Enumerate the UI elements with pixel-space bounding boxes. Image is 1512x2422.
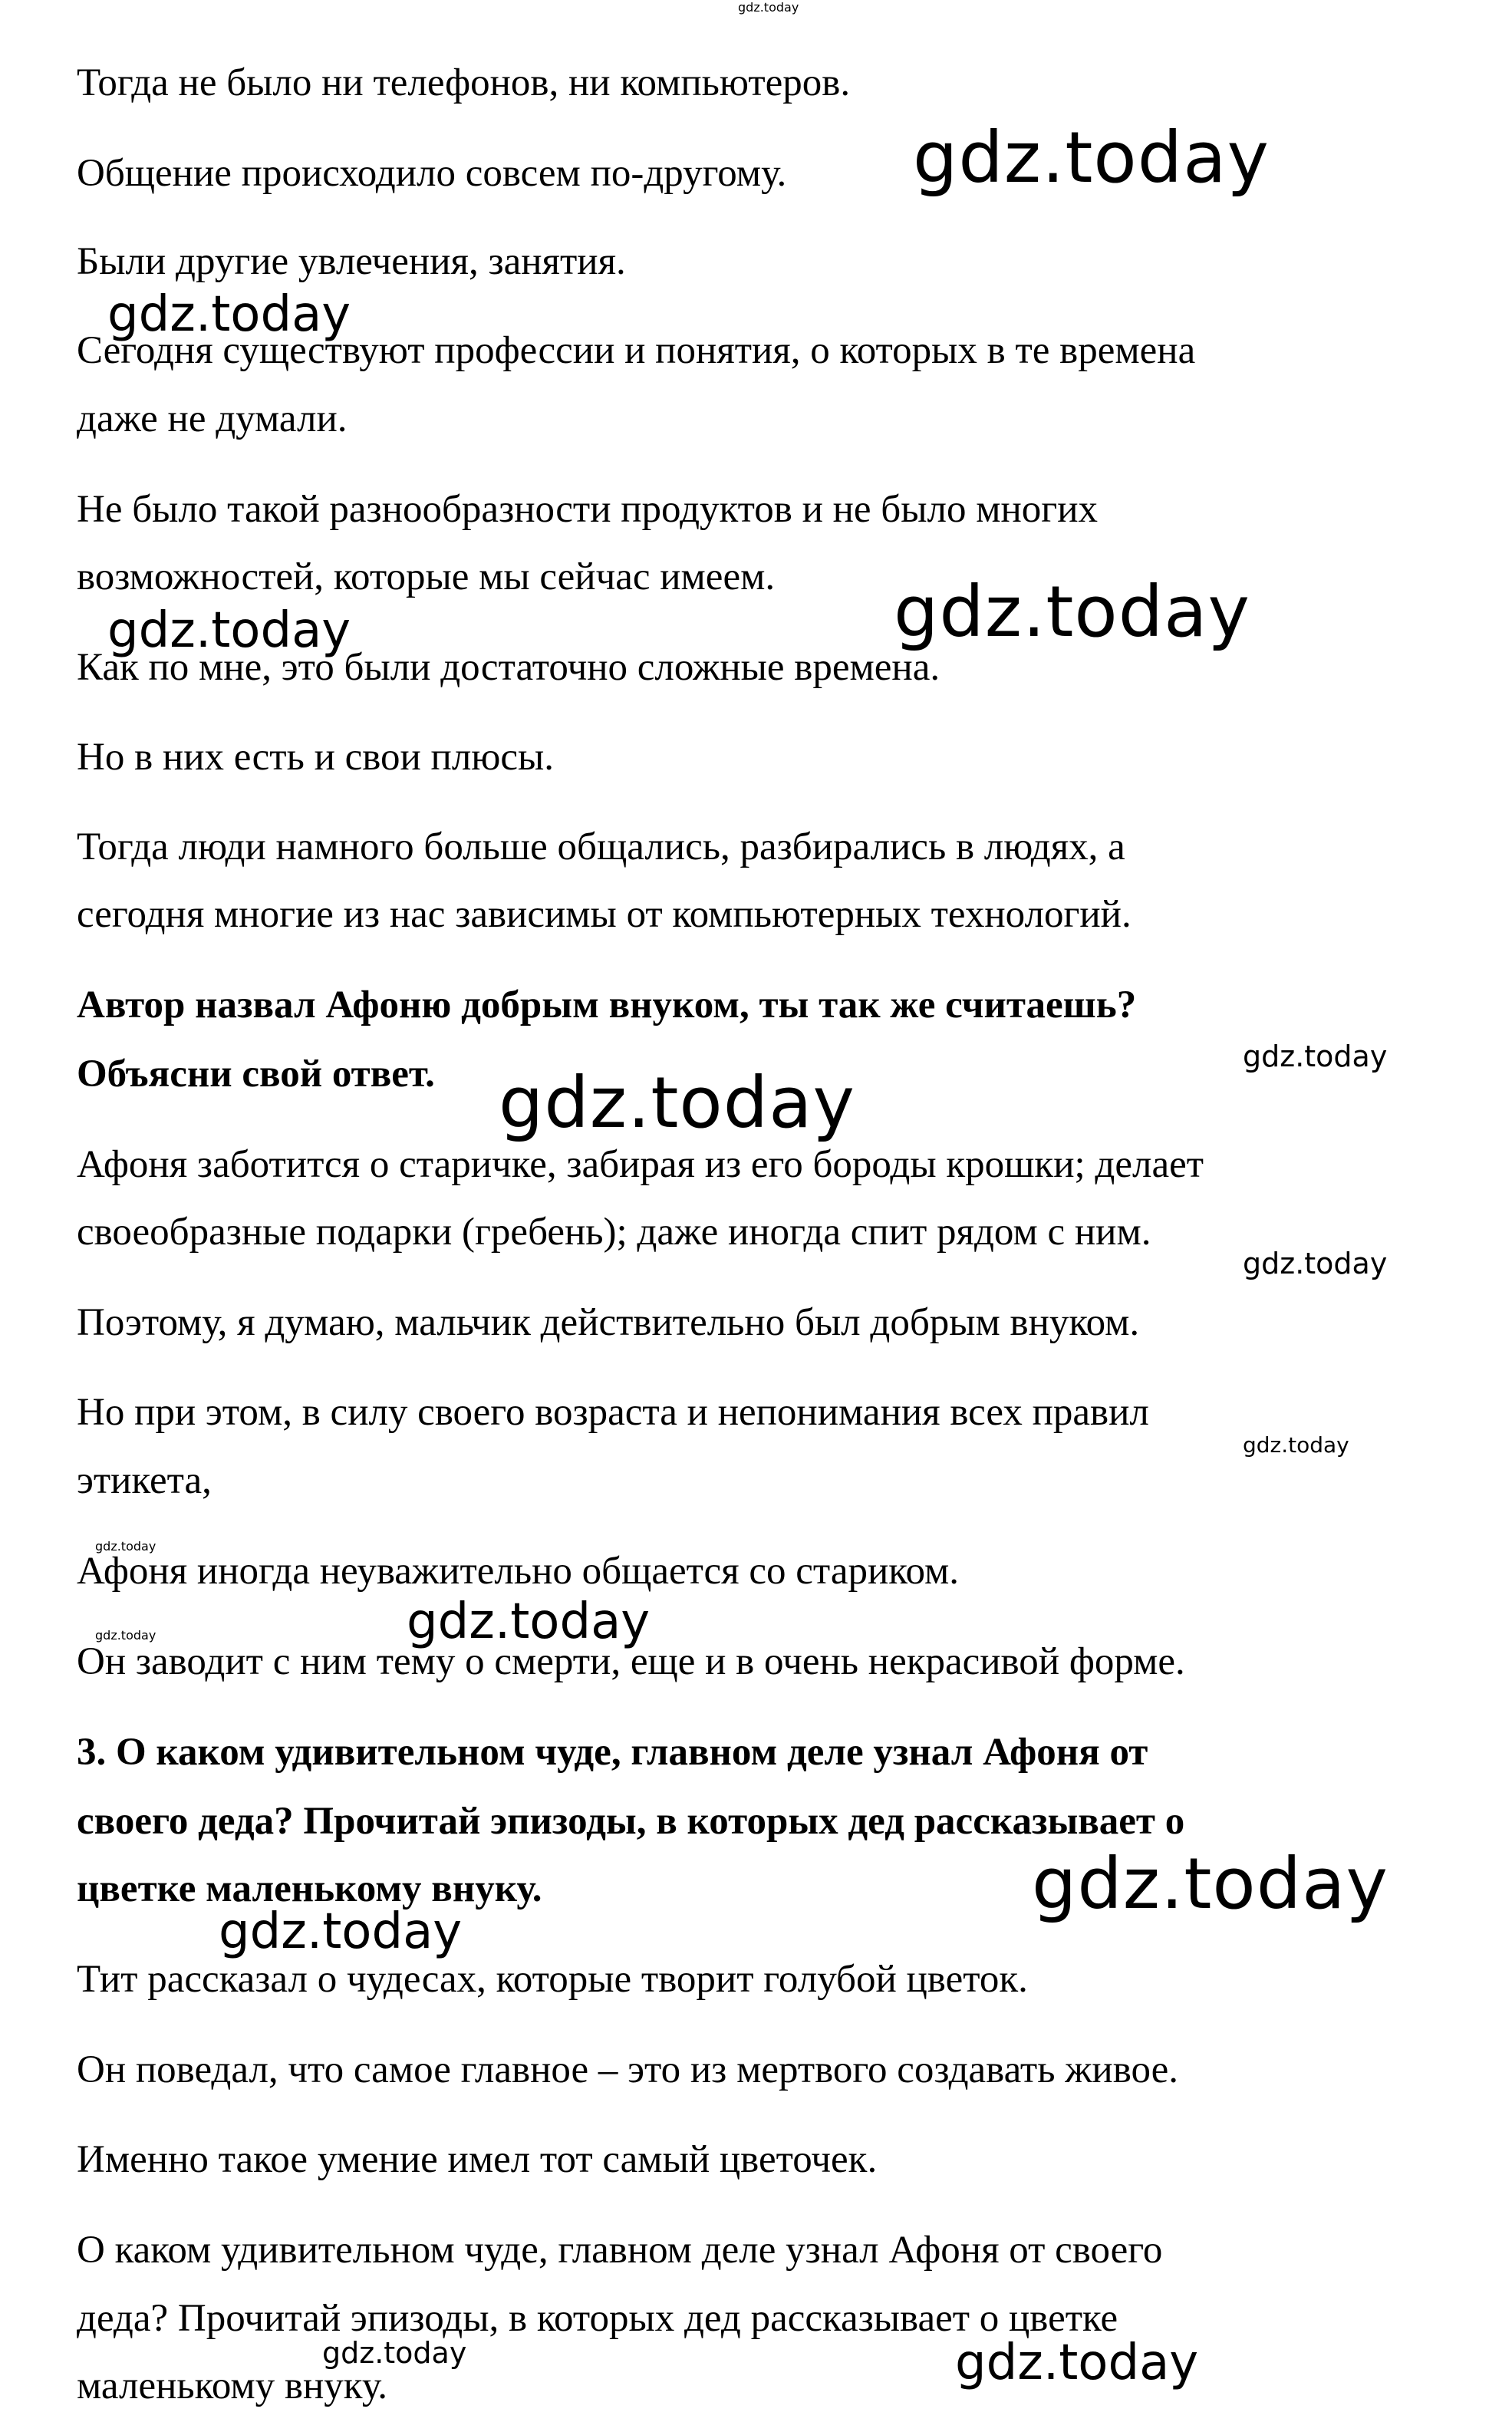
watermark: gdz.today (1243, 1247, 1388, 1280)
question-line: цветке маленькому внуку. (77, 1867, 542, 1910)
question-line: Автор назвал Афоню добрым внуком, ты так же считаешь? (77, 984, 1137, 1026)
watermark: gdz.today (107, 602, 351, 659)
text-line: Как по мне, это были достаточно сложные времена. (77, 646, 940, 689)
text-line: этикета, (77, 1459, 212, 1502)
text-line: Поэтому, я думаю, мальчик действительно был добрым внуком. (77, 1301, 1140, 1344)
watermark: gdz.today (219, 1903, 463, 1960)
text-line: Общение происходило совсем по-другому. (77, 152, 787, 195)
watermark: gdz.today (913, 117, 1270, 199)
text-line: своеобразные подарки (гребень); даже иногда спит рядом с ним. (77, 1211, 1151, 1254)
text-line: Тит рассказал о чудесах, которые творит голубой цветок. (77, 1958, 1028, 2001)
text-line: Но при этом, в силу своего возраста и непонимания всех правил (77, 1391, 1149, 1434)
watermark: gdz.today (95, 1539, 156, 1554)
text-line: маленькому внуку. (77, 2364, 387, 2407)
watermark: gdz.today (95, 1628, 156, 1643)
text-line: Он заводит с ним тему о смерти, еще и в очень некрасивой форме. (77, 1640, 1185, 1683)
watermark: gdz.today (499, 1062, 855, 1144)
text-line: Именно такое умение имел тот самый цветочек. (77, 2138, 878, 2181)
text-line: Он поведал, что самое главное – это из мертвого создавать живое. (77, 2048, 1178, 2091)
watermark: gdz.today (1243, 1040, 1388, 1073)
text-line: деда? Прочитай эпизоды, в которых дед рассказывает о цветке (77, 2297, 1118, 2340)
question-line: 3. О каком удивительном чуде, главном деле узнал Афоня от (77, 1731, 1148, 1774)
text-line: сегодня многие из нас зависимы от компьютерных технологий. (77, 893, 1132, 936)
watermark: gdz.today (322, 2336, 467, 2370)
text-line: Сегодня существуют профессии и понятия, о которых в те времена (77, 329, 1196, 372)
question-line: Объясни свой ответ. (77, 1053, 435, 1096)
text-line: Тогда люди намного больше общались, разбирались в людях, а (77, 825, 1125, 868)
watermark: gdz.today (894, 571, 1250, 653)
watermark: gdz.today (955, 2335, 1199, 2391)
text-line: Афоня заботится о старичке, забирая из его бороды крошки; делает (77, 1143, 1204, 1186)
watermark: gdz.today (1243, 1432, 1349, 1458)
text-line: даже не думали. (77, 397, 348, 440)
text-line: Но в них есть и свои плюсы. (77, 736, 555, 779)
watermark: gdz.today (1032, 1843, 1388, 1925)
text-line: Были другие увлечения, занятия. (77, 240, 626, 283)
watermark: gdz.today (407, 1593, 651, 1650)
text-line: Афоня иногда неуважительно общается со стариком. (77, 1550, 959, 1593)
text-line: возможностей, которые мы сейчас имеем. (77, 555, 776, 598)
text-line: Не было такой разнообразности продуктов и не было многих (77, 488, 1098, 531)
text-line: О каком удивительном чуде, главном деле узнал Афоня от своего (77, 2229, 1163, 2272)
watermark: gdz.today (738, 0, 799, 15)
watermark: gdz.today (107, 286, 351, 343)
question-line: своего деда? Прочитай эпизоды, в которых дед рассказывает о (77, 1800, 1185, 1843)
text-line: Тогда не было ни телефонов, ни компьютеров. (77, 61, 851, 104)
